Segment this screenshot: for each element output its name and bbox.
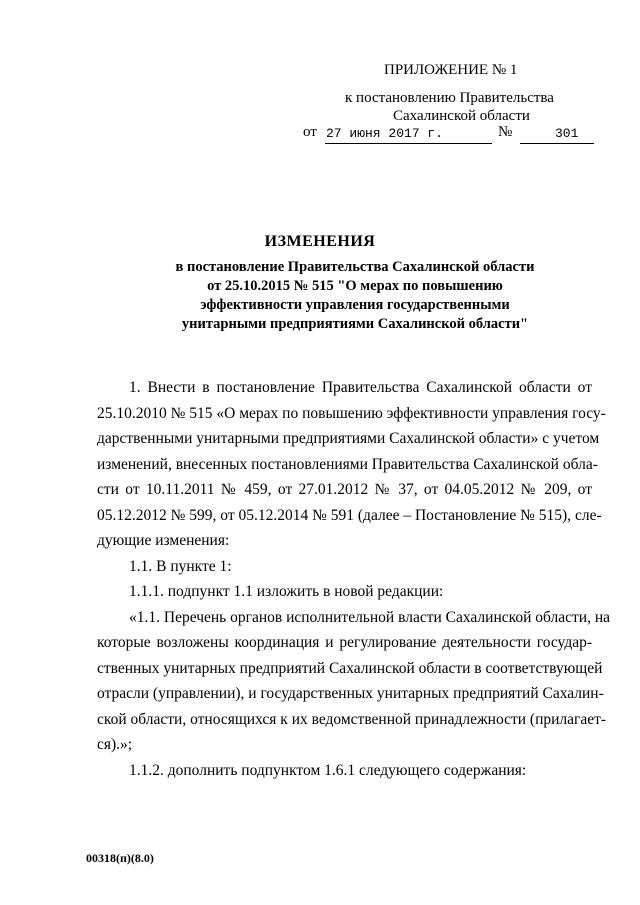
paragraph-line: дующие изменения: [97, 532, 230, 549]
date-underline [325, 143, 492, 144]
appendix-title: ПРИЛОЖЕНИЕ № 1 [384, 62, 518, 78]
resolution-number: 301 [555, 126, 579, 141]
quote-line: ской области, относящихся к их ведомственной принадлежности (прилагает- [97, 710, 607, 728]
footer-code: 00318(п)(8.0) [86, 851, 154, 865]
document-body [97, 375, 611, 783]
quote-line: ственных унитарных предприятий Сахалинской области в соответствующей [97, 659, 603, 677]
resolution-date: 27 июня 2017 г. [326, 126, 444, 141]
paragraph-line: сти от 10.11.2011 № 459, от 27.01.2012 № 37, от 04.05.2012 № 209, от [97, 481, 592, 498]
quote-line: «1.1. Перечень органов исполнительной власти Сахалинской области, на [129, 608, 611, 626]
item-1-1-1: 1.1.1. подпункт 1.1 изложить в новой редакции: [129, 583, 444, 600]
number-underline [520, 143, 594, 144]
item-1-1: 1.1. В пункте 1: [129, 557, 232, 575]
quote-line: отрасли (управлении), и государственных унитарных предприятий Сахалин- [97, 685, 604, 702]
appendix-reference-line2: Сахалинской области [393, 108, 530, 124]
subtitle-line: эффективности управления государственными [200, 297, 510, 313]
quote-line: ся).»; [97, 736, 133, 753]
subtitle-line: унитарными предприятиями Сахалинской области" [181, 316, 529, 332]
date-prefix: от [303, 124, 317, 140]
item-1-1-2: 1.1.2. дополнить подпунктом 1.6.1 следующего содержания: [129, 761, 527, 779]
number-label: № [498, 124, 513, 140]
paragraph-line: 1. Внести в постановление Правительства Сахалинской области от [129, 379, 592, 396]
paragraph-line: дарственными унитарными предприятиями Сахалинской области» с учетом [97, 430, 600, 447]
document-title: ИЗМЕНЕНИЯ [264, 233, 376, 250]
paragraph-line: 05.12.2012 № 599, от 05.12.2014 № 591 (далее – Постановление № 515), сле- [97, 506, 602, 524]
paragraph-line: изменений, внесенных постановлениями Правительства Сахалинской обла- [97, 455, 598, 473]
subtitle-line: от 25.10.2015 № 515 "О мерах по повышению [207, 278, 503, 294]
quote-line: которые возложены координация и регулирование деятельности государ- [97, 634, 592, 651]
paragraph-line: 25.10.2010 № 515 «О мерах по повышению эффективности управления госу- [97, 404, 606, 422]
subtitle-line: в постановление Правительства Сахалинской области [175, 259, 535, 275]
document-subtitle [0, 258, 640, 334]
appendix-reference-line1: к постановлению Правительства [345, 90, 554, 106]
